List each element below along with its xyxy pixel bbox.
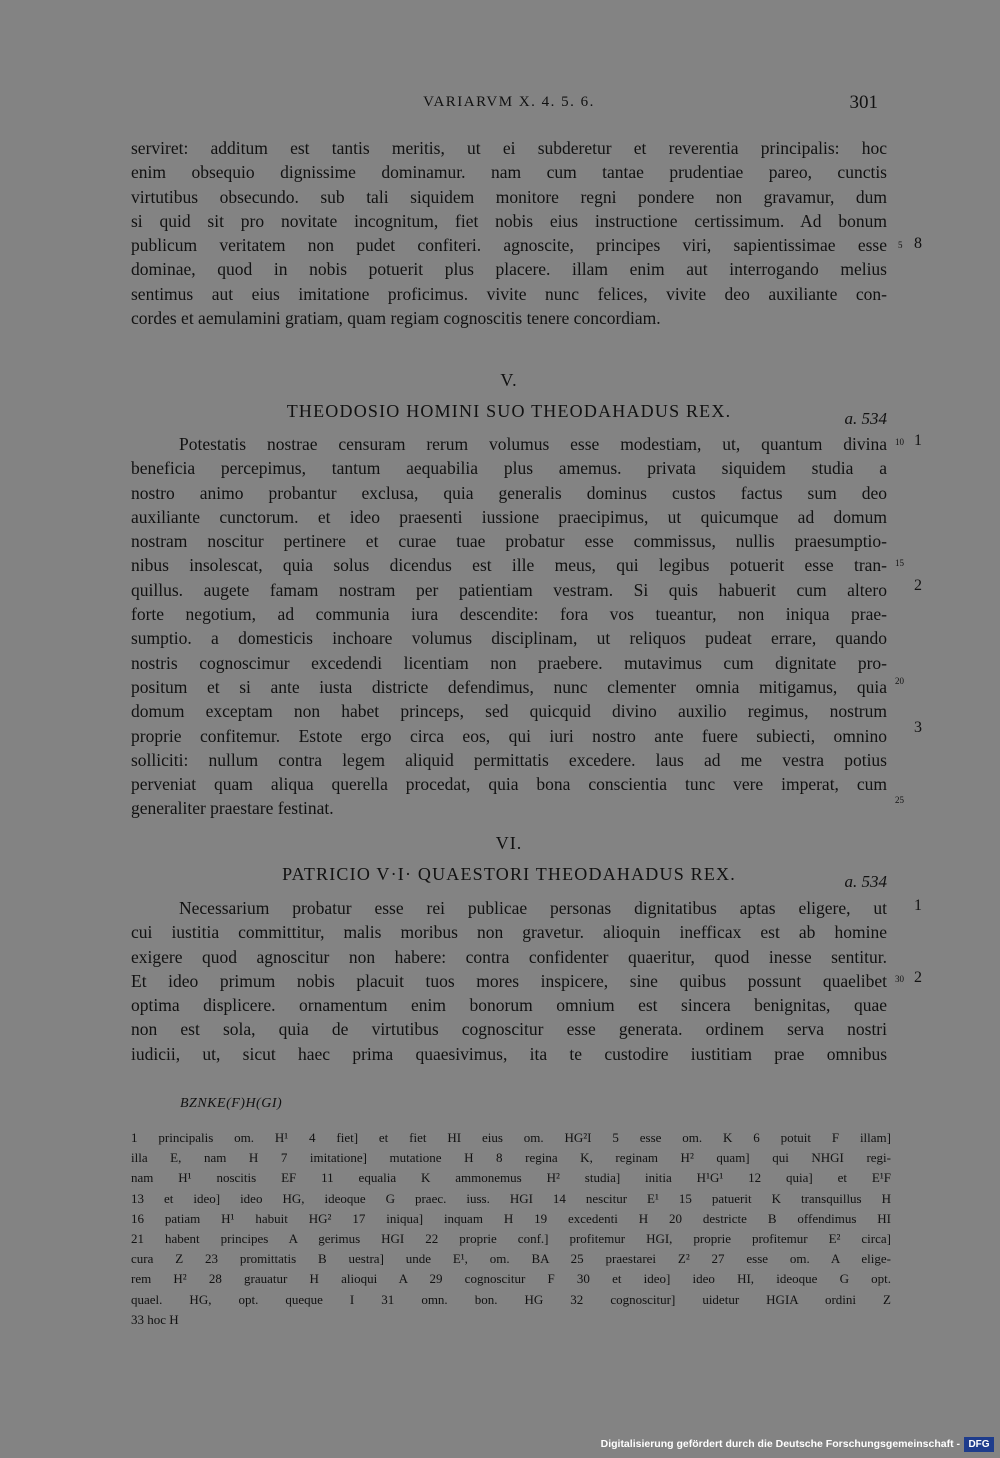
text-line: positum et si ante iusta districte defendimus, nunc clementer omnia mitigamus, quia [131,676,887,697]
text-line: nibus insolescat, quia solus dicendus est ille meus, qui legibus potuerit esse tran- [131,555,887,576]
apparatus-line: rem H² 28 grauatur H alioqui A 29 cognoscitur F 30 et ideo] ideo HI, ideoque G opt. [131,1271,891,1287]
manuscript-sigla: BZNKE(F)H(GI) [180,1096,283,1111]
text-line: Potestatis nostrae censuram rerum volumus esse modestiam, ut, quantum divina [179,434,887,454]
letter-6-text [131,896,887,1066]
text-line: cordes et aemulamini gratiam, quam regiam cognoscitis tenere concordiam. [131,308,661,329]
apparatus-line: quael. HG, opt. queque I 31 omn. bon. HG 32 cognoscitur] uidetur HGIA ordini Z [131,1291,891,1307]
text-line: perveniat quam aliqua querella procedat, quia bona conscientia tunc vere imperat, cum [131,774,887,795]
text-line: sentimus aut eius imitatione proficimus. vivite nunc felices, vivite deo auxiliante con- [131,283,887,304]
text-line: enim obsequio dignissime dominamur. nam cum tantae prudentiae pareo, cunctis [131,162,887,183]
margin-section-number: 3 [914,719,922,736]
text-line: Et ideo primum nobis placuit tuos mores inspicere, sine quibus possunt quaelibet [131,970,887,991]
text-line: beneficia percepimus, tantum aequabilia plus amemus. privata siquidem studia a [131,458,887,479]
text-line: auxiliante cunctorum. et ideo praesenti iussione praecipimus, ut quicumque ad domum [131,506,887,527]
letter-title: THEODOSIO HOMINI SUO THEODAHADUS REX. [286,401,732,421]
margin-section-number: 2 [914,577,922,594]
text-line: solliciti: nullum contra legem aliquid permittatis excedere. laus ad me vestra potius [131,749,887,770]
text-line: forte negotium, ad communia iura descendite: fora vos tueantur, non iniqua prae- [131,604,887,625]
apparatus-line: 13 et ideo] ideo HG, ideoque G praec. iuss. HGI 14 nescitur E¹ 15 patuerit K transquillus H [131,1190,891,1206]
margin-section-number: 8 [914,235,922,252]
text-line: nostro animo probantur exclusa, quia generalis dominus custos factus sum deo [131,482,887,503]
letter-number: V. [500,370,518,390]
text-line: quillus. augete famam nostram per patientiam vestram. Si quis habuerit cum altero [131,579,887,600]
apparatus-line: cura Z 23 promittatis B uestra] unde E¹, om. BA 25 praestarei Z² 27 esse om. A elige- [131,1251,891,1267]
text-line: nostram noscitur pertinere et curae tuae probatur esse commissus, nullis praesumptio- [131,531,887,552]
text-line: publicum veritatem non pudet confiteri. agnoscite, principes viri, sapientissimae esse [131,235,887,256]
margin-line-number: 15 [895,558,904,568]
apparatus-line: 16 patiam H¹ habuit HG² 17 iniqua] inquam H 19 excedenti H 20 destricte B offendimus HI [131,1210,891,1226]
apparatus-line: 33 hoc H [131,1311,179,1327]
text-line: si quid sit pro novitate incognitum, fiet nobis eius instructione certissimum. Ad bonum [131,210,887,231]
letter-4-text [131,136,887,330]
text-line: iudicii, ut, sicut haec prima quaesivimus, ita te custodire iustitiam prae omnibus [131,1043,887,1064]
apparatus-line: 1 principalis om. H¹ 4 fiet] et fiet HI eius om. HG²I 5 esse om. K 6 potuit F illam] [131,1130,891,1145]
text-line: exigere quod agnoscitur non habere: contra confidenter quaeritur, quod inesse sentitur. [131,946,887,967]
letter-5-text [131,432,887,821]
letter-date: a. 534 [844,409,887,428]
text-line: optima displicere. ornamentum enim bonorum omnium est sincera benignitas, quae [131,995,887,1016]
apparatus-line: 21 habent principes A gerimus HGI 22 proprie conf.] profitemur HGI, proprie profitemur E² circa] [131,1231,891,1247]
critical-apparatus [131,1128,891,1330]
text-line: virtutibus obsecundo. sub tali siquidem monitore regni pondere non gravamur, dum [131,186,887,207]
apparatus-line: nam H¹ noscitis EF 11 equalia K ammonemus H² studia] initia H¹G¹ 12 quia] et E¹F [131,1170,891,1186]
text-line: cui iustitia committitur, malis moribus non gravetur. alioquin inefficax est ab homine [131,922,887,943]
text-line: serviret: additum est tantis meritis, ut ei subderetur et reverentia principalis: hoc [131,138,887,158]
margin-section-number: 1 [914,432,922,449]
letter-number: VI. [495,833,523,853]
text-line: non est sola, quia de virtutibus cognoscitur esse generata. ordinem serva nostri [131,1019,887,1040]
margin-line-number: 5 [898,240,903,250]
apparatus-line: illa E, nam H 7 imitatione] mutatione H 8 regina K, reginam H² quam] qui NHGI regi- [131,1150,891,1166]
margin-section-number: 2 [914,969,922,986]
margin-section-number: 1 [914,897,922,914]
text-line: sumptio. a domesticis inchoare volumus disciplinam, ut reliquos pudeat errare, quando [131,628,887,649]
text-line: dominae, quod in nobis potuerit plus placere. illam enim aut interrogando melius [131,259,887,280]
letter-date: a. 534 [844,872,887,891]
margin-line-number: 30 [895,974,904,984]
margin-line-number: 20 [895,676,904,686]
letter-title: PATRICIO V·I· QUAESTORI THEODAHADUS REX. [282,864,736,884]
text-line: generaliter praestare festinat. [131,798,334,819]
digitization-credit: Digitalisierung gefördert durch die Deutsche Forschungsgemeinschaft - [600,1438,960,1450]
text-line: proprie confitemur. Estote ergo circa eos, qui iuri nostro ante fuere subiecti, omnino [131,725,887,746]
running-title: VARIARVM X. 4. 5. 6. [423,94,595,110]
text-line: Necessarium probatur esse rei publicae personas dignitatibus aptas eligere, ut [179,898,887,918]
margin-line-number: 25 [895,795,904,805]
dfg-logo[interactable]: DFG [964,1437,994,1452]
margin-line-number: 10 [895,437,904,447]
text-line: domum exceptam non habet princeps, sed quicquid divino auxilio regimus, nostrum [131,701,887,722]
text-line: nostris cognoscimur excedendi licentiam non praebere. mutavimus cum dignitate pro- [131,652,887,673]
page-number: 301 [849,92,878,113]
